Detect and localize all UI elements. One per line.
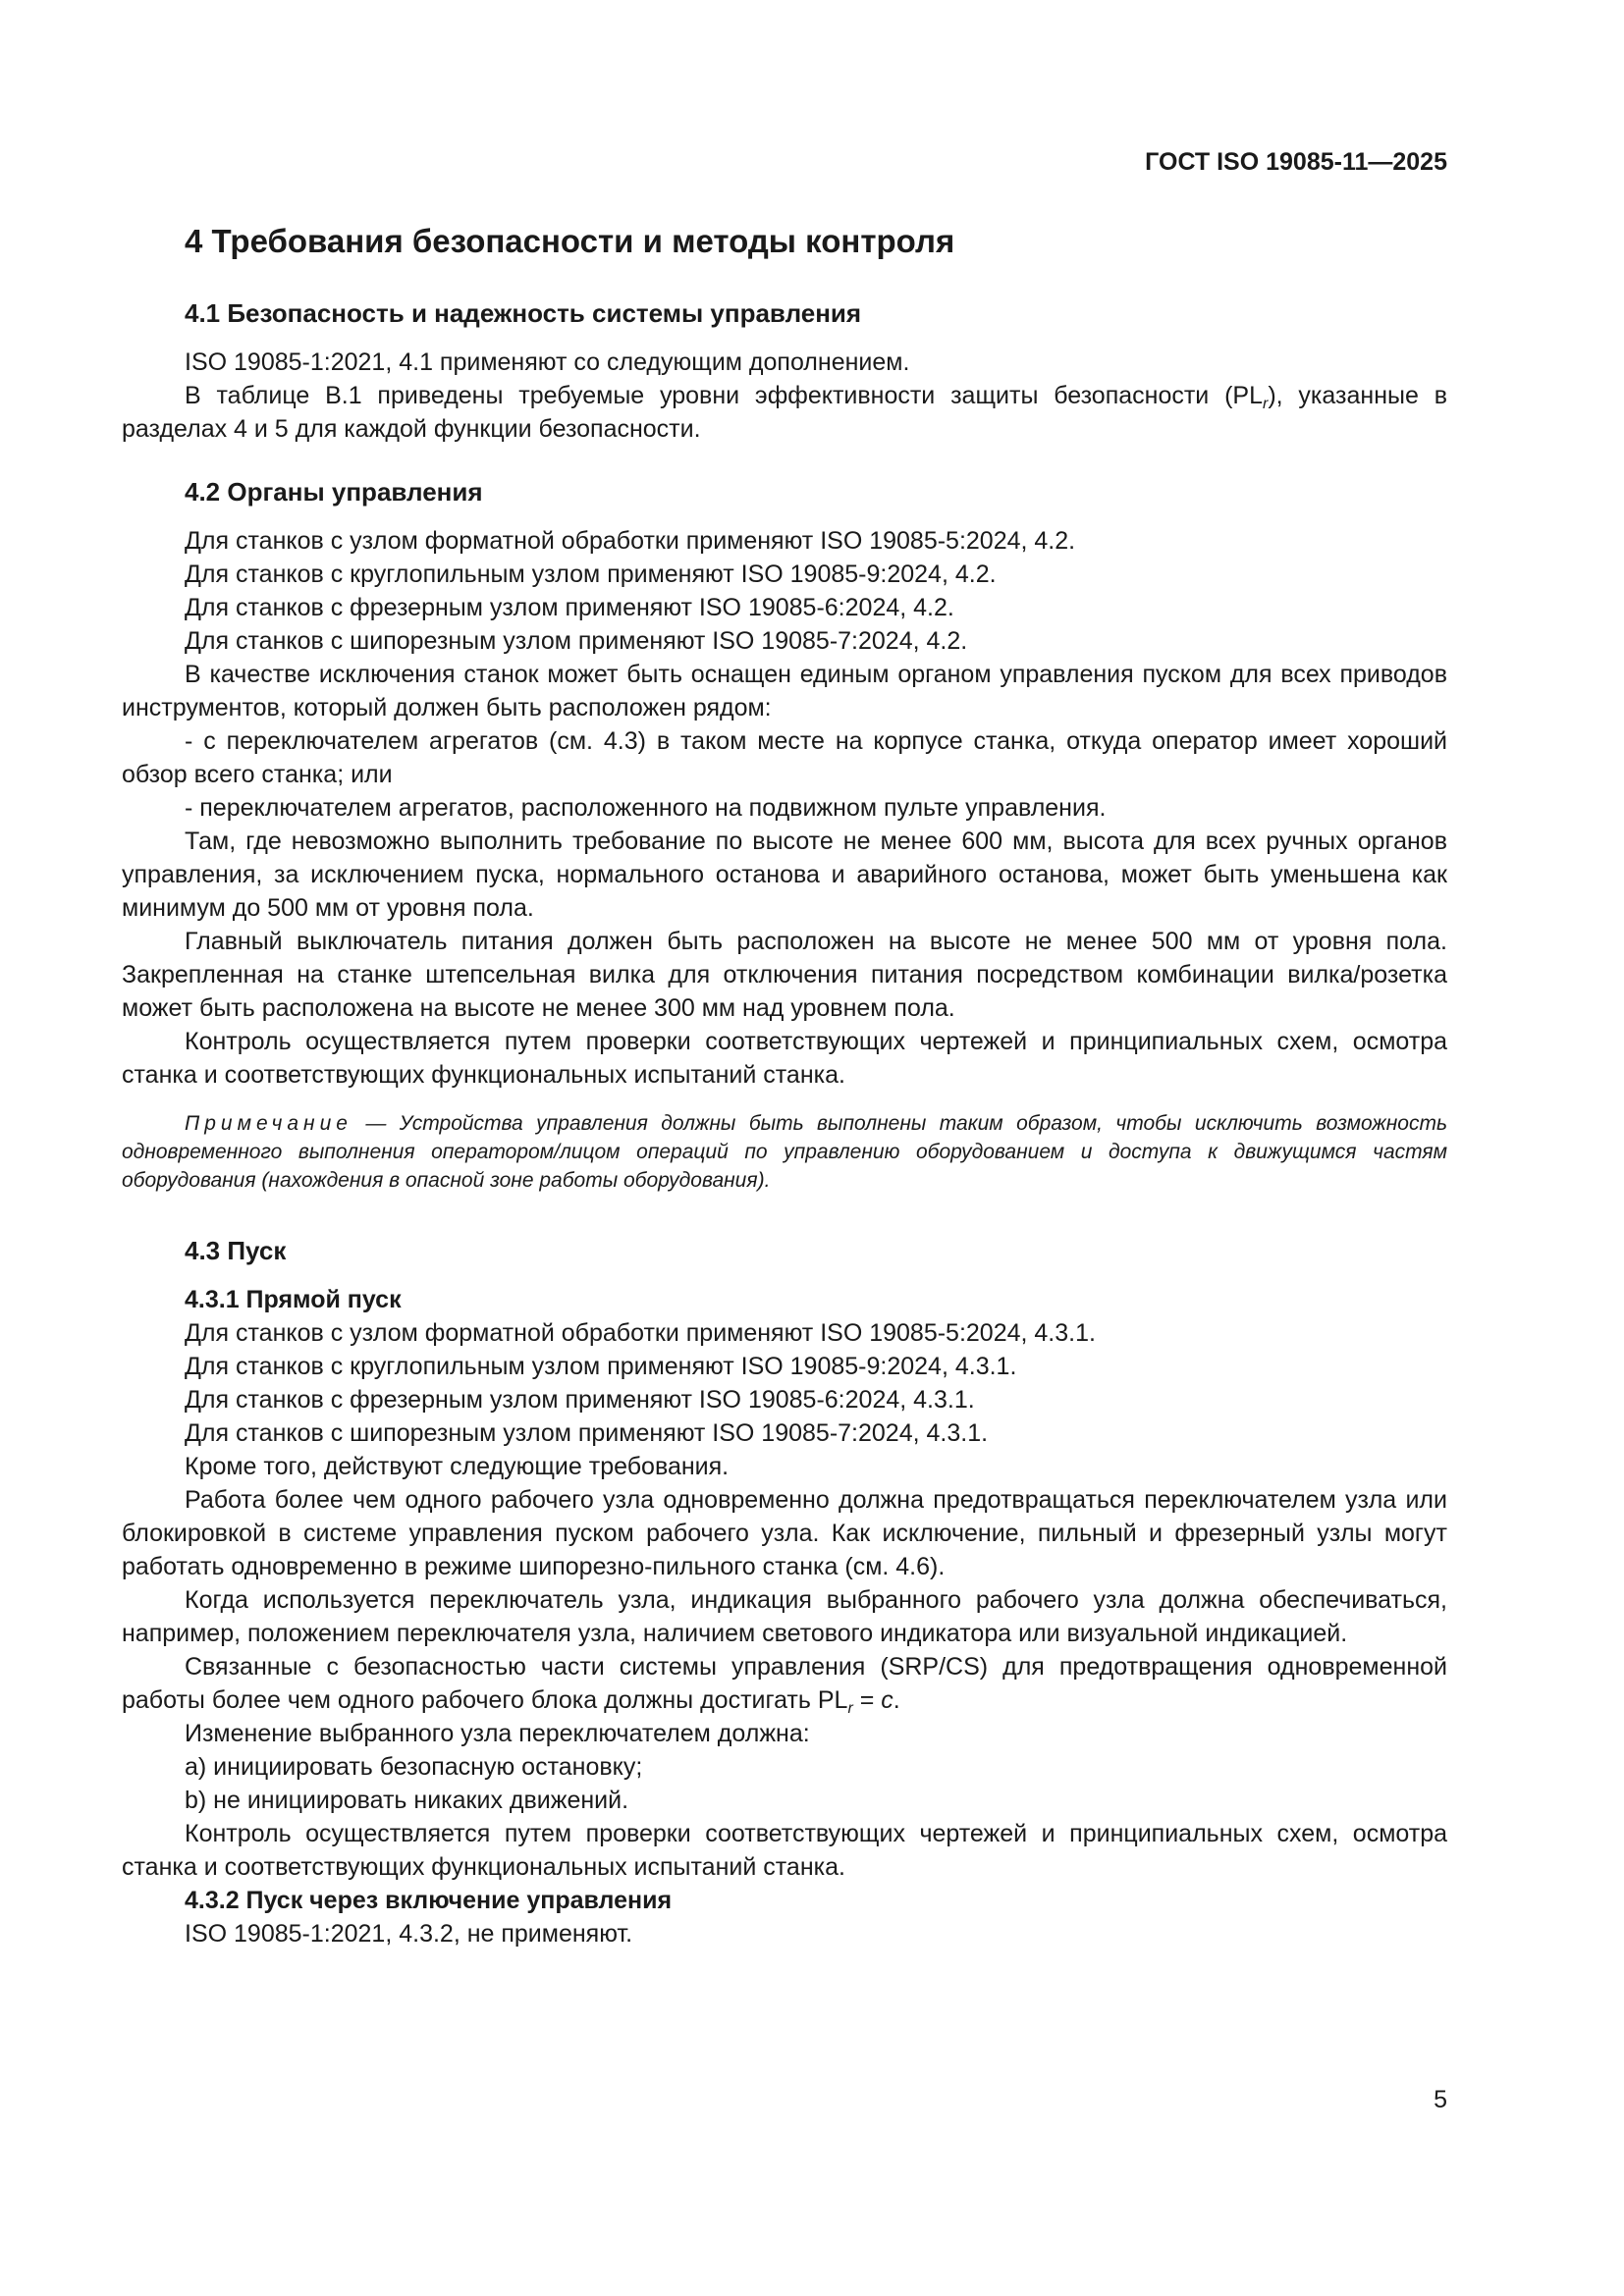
section-4-2-paragraph-exception: В качестве исключения станок может быть оснащен единым органом управления пуском для всех приводов инструментов, который должен быть расположен рядом: [122,661,1447,721]
section-4-3-1-line-1: Для станков с узлом форматной обработки применяют ISO 19085-5:2024, 4.3.1. [185,1319,1096,1347]
section-4-2-line-4: Для станков с шипорезным узлом применяют ISO 19085-7:2024, 4.2. [185,627,968,655]
section-4-3-1-paragraph-one-unit: Работа более чем одного рабочего узла одновременно должна предотвращаться переключателем узла или блокировкой в системе управления пуском рабочего узла. Как исключение, пильный и фрезерный узлы могут работать одновременно в режиме шипорезно-пильного станка (см. 4.6). [122,1486,1447,1580]
section-4-3-1-paragraph-indication: Когда используется переключатель узла, индикация выбранного рабочего узла должна обеспечиваться, например, положением переключателя узла, наличием светового индикатора или визуальной индикацией. [122,1586,1447,1647]
note-label: Примечание [185,1112,352,1135]
section-4-3-1-item-b: b) не инициировать никаких движений. [185,1787,629,1814]
section-4-2-paragraph-main-switch: Главный выключатель питания должен быть расположен на высоте не менее 500 мм от уровня пола. Закрепленная на станке штепсельная вилка для отключения питания посредством комбинации вилка/розетка может быть расположена на высоте не менее 300 мм над уровнем пола. [122,928,1447,1022]
section-4-1-paragraph-2 [122,379,1447,446]
pl-text-pre: В таблице В.1 приведены требуемые уровни эффективности защиты безопасности (PL [185,382,1264,409]
section-4-3-2-paragraph: ISO 19085-1:2021, 4.3.2, не применяют. [185,1920,633,1948]
section-4-3-1-line-2: Для станков с круглопильным узлом применяют ISO 19085-9:2024, 4.3.1. [185,1353,1017,1380]
srpcs-equals: = [852,1686,882,1714]
section-4-2-paragraph-control: Контроль осуществляется путем проверки соответствующих чертежей и принципиальных схем, осмотра станка и соответствующих функциональных испытаний станка. [122,1028,1447,1089]
section-4-2-paragraph-height: Там, где невозможно выполнить требование по высоте не менее 600 мм, высота для всех ручных органов управления, за исключением пуска, нормального останова и аварийного останова, может быть уменьшена как минимум до 500 мм от уровня пола. [122,828,1447,922]
section-4-2-line-1: Для станков с узлом форматной обработки применяют ISO 19085-5:2024, 4.2. [185,527,1076,555]
srpcs-text-pre: Связанные с безопасностью части системы управления (SRP/CS) для предотвращения одновременной работы более чем одного рабочего блока должны достигать PL [122,1653,1447,1714]
section-4-3-1-paragraph-srpcs [122,1650,1447,1717]
section-4-3-1-line-4: Для станков с шипорезным узлом применяют ISO 19085-7:2024, 4.3.1. [185,1419,989,1447]
document-page [122,0,1447,2296]
section-4-2-title: 4.2 Органы управления [185,477,483,507]
section-4-3-1-line-3: Для станков с фрезерным узлом применяют ISO 19085-6:2024, 4.3.1. [185,1386,975,1414]
note-text: — Устройства управления должны быть выполнены таким образом, чтобы исключить возможность одновременного выполнения оператором/лицом операций по управлению оборудованием и доступа к движущимся частям оборудования (нахождения в опасной зоне работы оборудования). [122,1112,1447,1192]
section-4-3-1-title: 4.3.1 Прямой пуск [185,1286,402,1313]
section-4-3-1-paragraph-control: Контроль осуществляется путем проверки соответствующих чертежей и принципиальных схем, осмотра станка и соответствующих функциональных испытаний станка. [122,1820,1447,1881]
srpcs-subscript: r [847,1700,853,1717]
srpcs-end: . [893,1686,900,1714]
section-4-2-line-3: Для станков с фрезерным узлом применяют ISO 19085-6:2024, 4.2. [185,594,954,621]
section-4-3-1-paragraph-change: Изменение выбранного узла переключателем должна: [185,1720,810,1747]
page-number: 5 [1434,2086,1447,2113]
page-content [122,222,1447,1950]
pl-text-post: ), указанные в разделах 4 и 5 для каждой функции безопасности. [122,382,1448,443]
section-4-3-1-item-a: a) инициировать безопасную остановку; [185,1753,643,1781]
section-4-title: 4 Требования безопасности и методы контроля [185,223,955,259]
section-4-3-1-paragraph-additional: Кроме того, действуют следующие требования. [185,1453,730,1480]
section-4-1-title: 4.1 Безопасность и надежность системы управления [185,298,862,328]
section-4-2-note [122,1109,1447,1195]
srpcs-value: c [881,1686,893,1714]
document-id-header: ГОСТ ISO 19085-11—2025 [1145,148,1447,176]
pl-subscript: r [1263,396,1269,412]
section-4-2-dash-item-2: - переключателем агрегатов, расположенного на подвижном пульте управления. [185,794,1107,822]
section-4-1-paragraph-1: ISO 19085-1:2021, 4.1 применяют со следующим дополнением. [185,348,910,376]
section-4-3-2-title: 4.3.2 Пуск через включение управления [185,1887,673,1914]
section-4-3-title: 4.3 Пуск [185,1236,287,1265]
section-4-2-dash-item-1: - с переключателем агрегатов (см. 4.3) в таком месте на корпусе станка, откуда оператор имеет хороший обзор всего станка; или [122,727,1447,788]
section-4-2-line-2: Для станков с круглопильным узлом применяют ISO 19085-9:2024, 4.2. [185,561,997,588]
